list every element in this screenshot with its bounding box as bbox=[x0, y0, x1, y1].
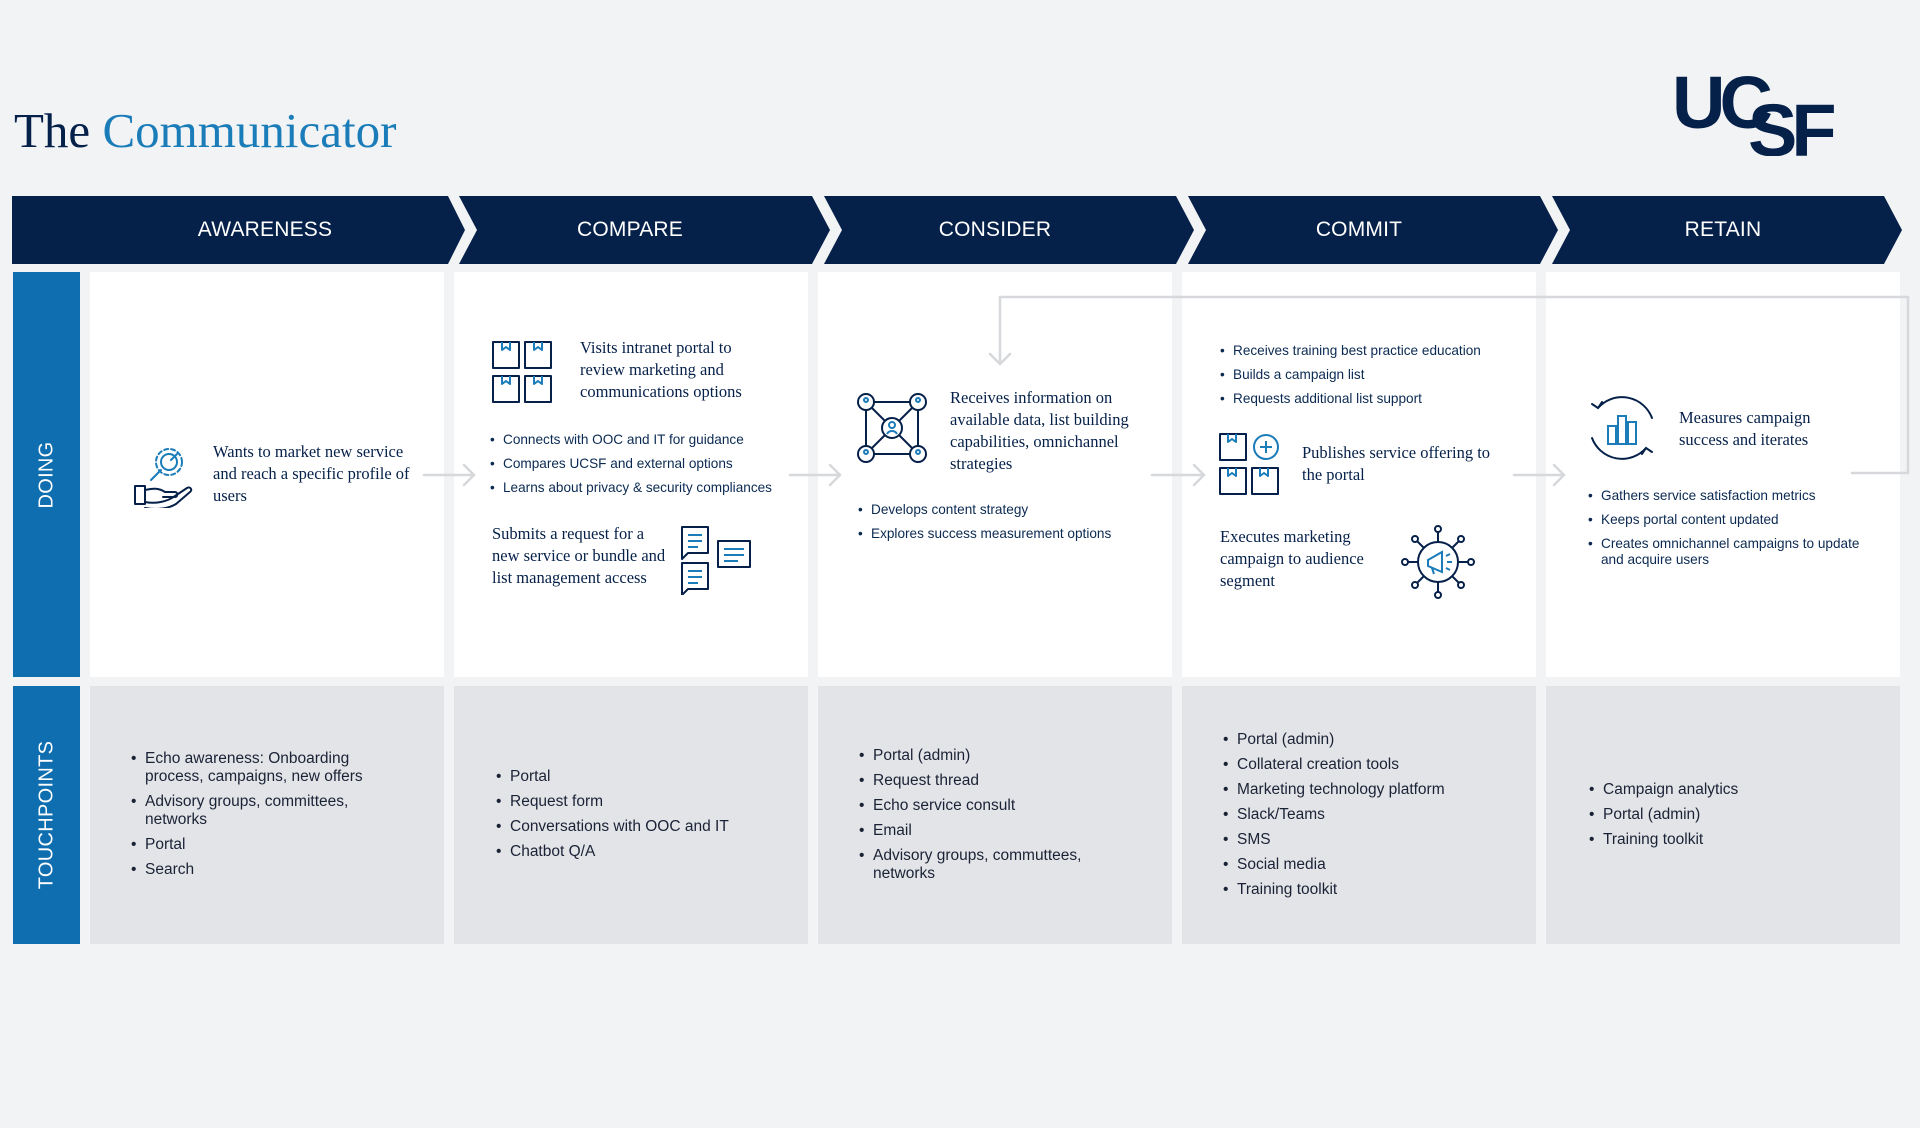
list-item: • Social media bbox=[1221, 856, 1521, 874]
list-item: • Campaign analytics bbox=[1587, 781, 1877, 799]
touchpoints-awareness bbox=[129, 750, 409, 886]
row-label-doing-text: DOING bbox=[35, 440, 57, 509]
list-item: • Develops content strategy bbox=[856, 502, 1156, 518]
request-forms-icon bbox=[680, 525, 754, 595]
touchpoints-consider bbox=[857, 747, 1147, 890]
list-item: • Echo awareness: Onboarding process, campaigns, new offers bbox=[129, 750, 409, 786]
list-item: • Training toolkit bbox=[1587, 831, 1877, 849]
consider-doing-bullets bbox=[856, 502, 1156, 550]
touchpoints-commit bbox=[1221, 731, 1521, 906]
list-item: • Marketing technology platform bbox=[1221, 781, 1521, 799]
gear-hand-icon bbox=[131, 440, 197, 508]
list-item: • Compares UCSF and external options bbox=[488, 456, 808, 472]
list-item: • Receives training best practice education bbox=[1218, 343, 1528, 359]
commit-doing-text-1: Publishes service offering to the portal bbox=[1302, 443, 1491, 484]
stage-label-retain: RETAIN bbox=[1684, 218, 1762, 241]
list-item: • SMS bbox=[1221, 831, 1521, 849]
awareness-doing-text: Wants to market new service and reach a specific profile of users bbox=[213, 442, 410, 505]
compare-doing-text-2: Submits a request for a new service or bundle and list management access bbox=[492, 524, 666, 587]
consider-doing-text: Receives information on available data, list building capabilities, omnichannel strategies bbox=[950, 388, 1129, 473]
list-item: • Creates omnichannel campaigns to update and acquire users bbox=[1586, 536, 1876, 568]
list-item: • Echo service consult bbox=[857, 797, 1147, 815]
list-item: • Portal (admin) bbox=[857, 747, 1147, 765]
list-item: • Training toolkit bbox=[1221, 881, 1521, 899]
list-item: • Portal bbox=[494, 768, 784, 786]
portal-grid-icon bbox=[491, 340, 555, 406]
touchpoints-retain bbox=[1587, 781, 1877, 856]
list-item: • Builds a campaign list bbox=[1218, 367, 1528, 383]
network-people-icon bbox=[856, 392, 928, 464]
arrow-consider-commit bbox=[1152, 465, 1204, 485]
logo-sf: SF bbox=[1748, 89, 1831, 156]
compare-doing-text-1: Visits intranet portal to review marketing and communications options bbox=[580, 338, 742, 401]
list-item: • Collateral creation tools bbox=[1221, 756, 1521, 774]
stage-label-awareness: AWARENESS bbox=[197, 218, 333, 241]
list-item: • Request form bbox=[494, 793, 784, 811]
list-item: • Advisory groups, commuttees, networks bbox=[857, 847, 1147, 883]
list-item: • Requests additional list support bbox=[1218, 391, 1528, 407]
megaphone-network-icon bbox=[1400, 524, 1476, 600]
list-item: • Advisory groups, committees, networks bbox=[129, 793, 409, 829]
publish-grid-icon bbox=[1218, 432, 1284, 498]
title-accent: Communicator bbox=[102, 103, 397, 158]
touchpoints-compare bbox=[494, 768, 784, 868]
row-label-touchpoints-text: TOUCHPOINTS bbox=[35, 740, 57, 890]
list-item: • Gathers service satisfaction metrics bbox=[1586, 488, 1876, 504]
list-item: • Chatbot Q/A bbox=[494, 843, 784, 861]
list-item: • Conversations with OOC and IT bbox=[494, 818, 784, 836]
list-item: • Keeps portal content updated bbox=[1586, 512, 1876, 528]
list-item: • Request thread bbox=[857, 772, 1147, 790]
compare-doing-bullets bbox=[488, 432, 808, 504]
list-item: • Portal (admin) bbox=[1587, 806, 1877, 824]
arrow-commit-retain bbox=[1514, 465, 1564, 485]
list-item: • Connects with OOC and IT for guidance bbox=[488, 432, 808, 448]
list-item: • Email bbox=[857, 822, 1147, 840]
retain-doing-text: Measures campaign success and iterates bbox=[1679, 408, 1811, 449]
list-item: • Explores success measurement options bbox=[856, 526, 1156, 542]
stage-label-commit: COMMIT bbox=[1315, 218, 1403, 241]
arrow-awareness-compare bbox=[424, 465, 474, 485]
list-item: • Slack/Teams bbox=[1221, 806, 1521, 824]
list-item: • Portal bbox=[129, 836, 409, 854]
commit-doing-bullets bbox=[1218, 343, 1528, 415]
list-item: • Learns about privacy & security compliances bbox=[488, 480, 808, 496]
title-prefix: The bbox=[14, 103, 91, 158]
list-item: • Search bbox=[129, 861, 409, 879]
commit-doing-text-2: Executes marketing campaign to audience segment bbox=[1220, 527, 1364, 590]
stage-label-consider: CONSIDER bbox=[938, 218, 1052, 241]
retain-doing-bullets bbox=[1586, 488, 1876, 576]
stage-label-compare: COMPARE bbox=[576, 218, 684, 241]
chart-cycle-icon bbox=[1584, 390, 1660, 466]
logo-uc: UC bbox=[1672, 72, 1767, 144]
list-item: • Portal (admin) bbox=[1221, 731, 1521, 749]
